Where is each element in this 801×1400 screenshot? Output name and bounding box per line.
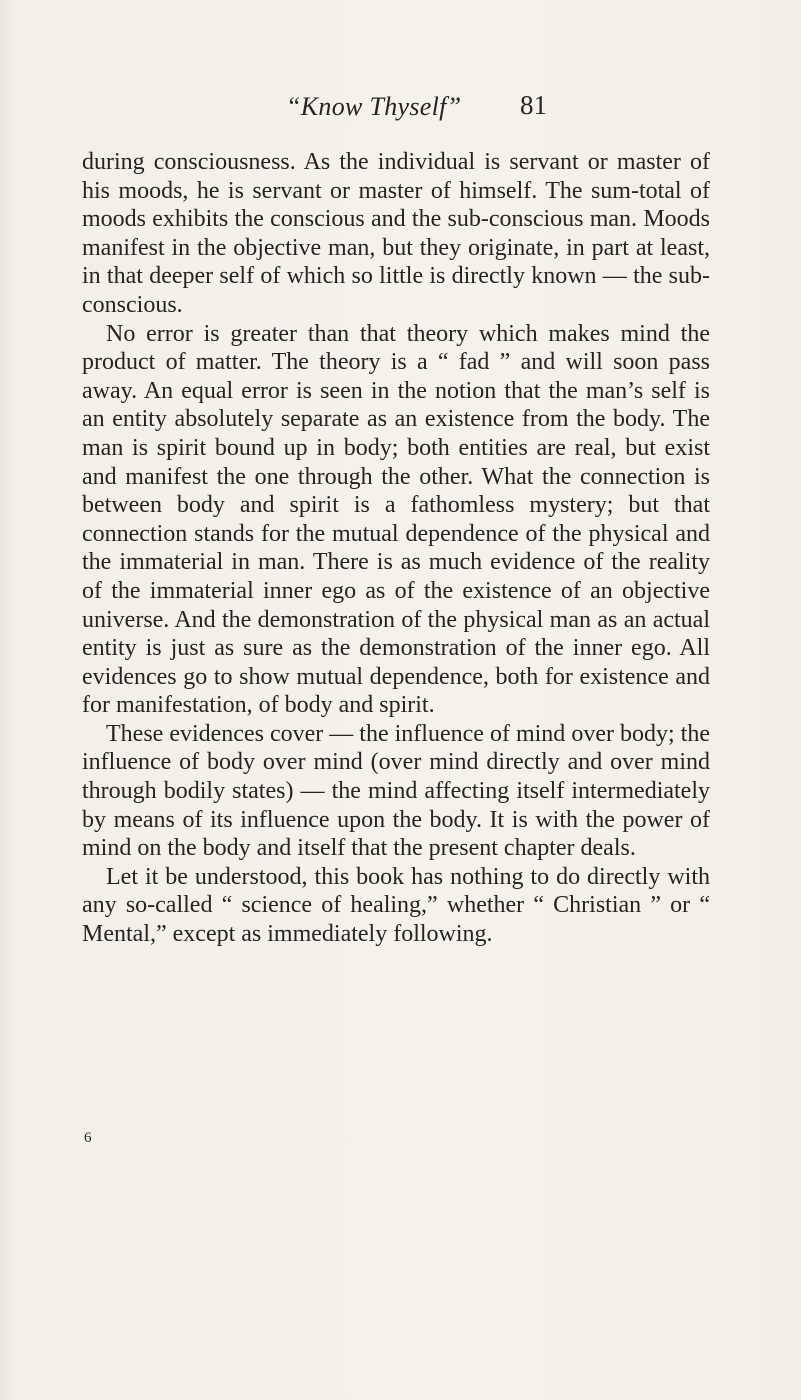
page-number: 81 <box>520 90 547 120</box>
paragraph-1: during consciousness. As the individual is servant or master of his moods, he is servant or master of himself. The sum-total of moods exhibits the conscious and the sub-conscious man. Moods manifest in the objective man, but they originate, in part at least, in that deeper self of which so little is directly known — the sub-conscious. <box>82 149 710 318</box>
running-head-title: “Know Thyself” <box>286 92 462 121</box>
paragraph-4: Let it be understood, this book has nothing to do directly with any so-called “ science of healing,” whether “ Christian ” or “ Mental,” except as immediately following. <box>82 863 710 948</box>
paragraph-2: No error is greater than that theory which makes mind the product of matter. The theory is a “ fad ” and will soon pass away. An equal error is seen in the notion that the man’s self is an entity absolutely separate as an existence from the body. The man is spirit bound up in body; both entities are real, but exist and manifest the one through the other. What the connection is between body and spirit is a fathomless mystery; but that connection stands for the mutual dependence of the physical and the immaterial in man. There is as much evidence of the reality of the immaterial inner ego as of the existence of an objective universe. And the demonstration of the physical man as an actual entity is just as sure as the demonstration of the inner ego. All evidences go to show mutual dependence, both for existence and for manifestation, of body and spirit. <box>82 320 710 719</box>
signature-mark: 6 <box>84 1130 92 1146</box>
paragraph-3: These evidences cover — the influence of mind over body; the influence of body over mind (over mind directly and over mind through bodily states) — the mind affecting itself intermediately by means of its influence upon the body. It is with the power of mind on the body and itself that the present chapter deals. <box>82 720 710 862</box>
body-text <box>82 148 710 949</box>
